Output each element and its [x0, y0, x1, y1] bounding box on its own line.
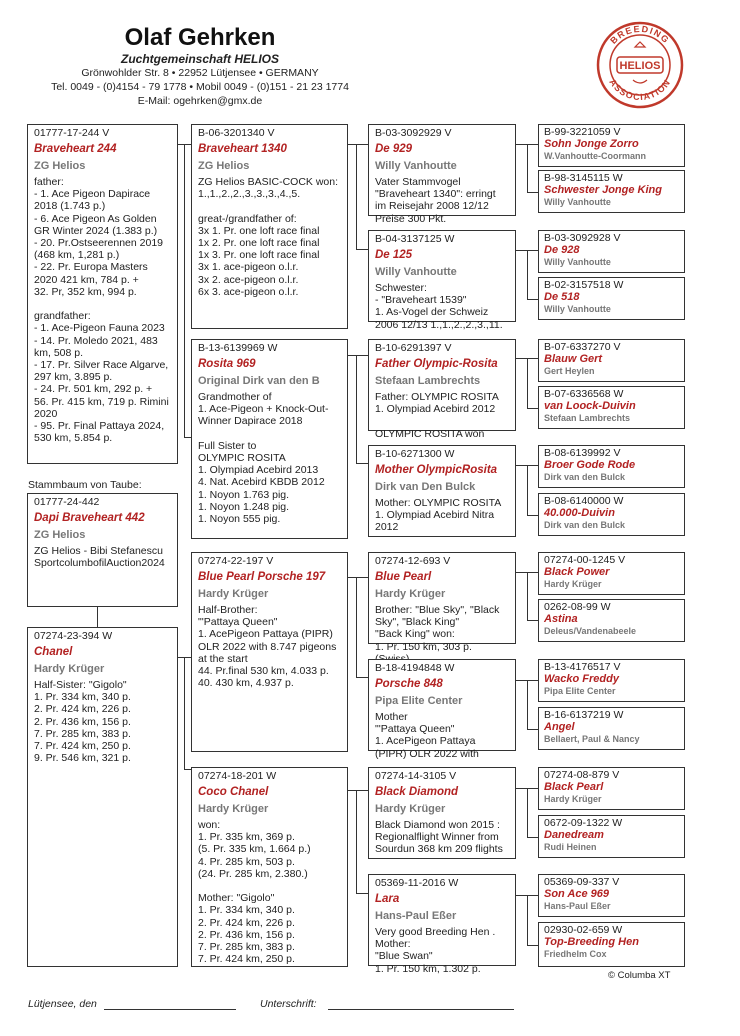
pigeon-name: Son Ace 969	[544, 888, 610, 900]
pigeon-name: Sohn Jonge Zorro	[544, 138, 639, 150]
pedigree-notes: Schwester: - "Braveheart 1539" 1. As-Vogel der Schweiz 2006 12/13 1.,1.,2.,2.,3.,11.	[375, 282, 503, 331]
stammbaum-label: Stammbaum von Taube:	[28, 479, 142, 491]
ring-number: B-98-3145115 W	[544, 172, 623, 184]
pedigree-notes: Half-Sister: "Gigolo" 1. Pr. 334 km, 340 p. 2. Pr. 424 km, 226 p. 2. Pr. 436 km, 156 p. 7. Pr. 285 km, 383 p. 7. Pr. 424 km, 250 p. 9. Pr. 546 km, 321 p.	[34, 679, 131, 765]
pedigree-notes: won: 1. Pr. 335 km, 369 p. (5. Pr. 335 km, 1.664 p.) 4. Pr. 285 km, 503 p. (24. Pr. 285 km, 2.380.) Mother: "Gigolo" 1. Pr. 334 km, 340 p. 2. Pr. 424 km, 226 p. 2. Pr. 436 km, 156 p. 7. Pr. 285 km, 383 p. 7. Pr. 424 km, 250 p.	[198, 819, 311, 966]
breeder: Hardy Krüger	[544, 579, 602, 589]
ring-number: B-03-3092928 V	[544, 232, 621, 244]
ring-number: 07274-08-879 V	[544, 769, 620, 781]
breeder: Hardy Krüger	[375, 588, 446, 600]
pigeon-card-gen4-5	[538, 339, 685, 382]
pigeon-card-father	[27, 124, 178, 464]
pigeon-name: Porsche 848	[375, 678, 443, 690]
pigeon-name: van Loock-Duivin	[544, 400, 636, 412]
pigeon-card-gen4-10	[538, 599, 685, 642]
breeder: Willy Vanhoutte	[544, 304, 611, 314]
pigeon-card-gen4-2	[538, 170, 685, 213]
ring-number: 07274-23-394 W	[34, 630, 113, 642]
pigeon-card-gen2-4	[191, 767, 348, 967]
pigeon-card-gen4-13	[538, 767, 685, 810]
breeder: Hardy Krüger	[198, 803, 269, 815]
pigeon-card-gen3-4	[368, 445, 516, 537]
breeder: Hardy Krüger	[544, 794, 602, 804]
pigeon-card-gen4-3	[538, 230, 685, 273]
pigeon-name: De 125	[375, 249, 413, 261]
ring-number: B-07-6337270 V	[544, 341, 621, 353]
pigeon-card-gen4-12	[538, 707, 685, 750]
ring-number: 0672-09-1322 W	[544, 817, 623, 829]
pigeon-card-gen4-1	[538, 124, 685, 167]
pigeon-card-gen3-8	[368, 874, 516, 975]
ring-number: B-16-6137219 W	[544, 709, 624, 721]
pedigree-notes: father: - 1. Ace Pigeon Dapirace 2018 (1.743 p.) - 6. Ace Pigeon As Golden GR Winter 2024 (1.383 p.) - 20. Pr.Ostseerennen 2019 (468 km, 1,281 p.) - 22. Pr. Europa Masters 2020 421 km, 784 p. + 32. Pr, 352 km, 994 p. grandfather: - 1. Ace-Pigeon Fauna 2023 - 14. Pr. Moledo 2021, 483 km, 508 p. - 17. Pr. Silver Race Algarve, 297 km, 3.895 p. - 24. Pr. 501 km, 292 p. + 56. Pr. 415 km, 719 p. Rimini 2020 - 95. Pr. Final Pattaya 2024, 530 km, 5.854 p.	[34, 176, 169, 445]
breeder: Pipa Elite Center	[375, 695, 463, 707]
stamp-bottom-text: ASSOCIATION	[607, 77, 673, 103]
ring-number: B-99-3221059 V	[544, 126, 621, 138]
ring-number: 0262-08-99 W	[544, 601, 611, 613]
signature-line[interactable]	[328, 1009, 514, 1010]
pigeon-card-subject	[27, 493, 178, 607]
stamp-top-text: BREEDING	[608, 23, 672, 46]
pigeon-name: Father Olympic-Rosita	[375, 358, 498, 370]
ring-number: 07274-14-3105 V	[375, 770, 457, 782]
pigeon-name: Black Diamond	[375, 786, 459, 798]
ring-number: B-04-3137125 W	[375, 233, 455, 245]
pigeon-name: Blauw Gert	[544, 353, 603, 365]
breeder: Stefaan Lambrechts	[375, 375, 481, 387]
pigeon-name: Astina	[544, 613, 578, 625]
pigeon-card-gen4-16	[538, 922, 685, 967]
pedigree-notes: Father: OLYMPIC ROSITA 1. Olympiad Acebird 2012 OLYMPIC ROSITA won	[375, 391, 499, 440]
pigeon-card-gen4-7	[538, 445, 685, 488]
breeder: Gert Heylen	[544, 366, 595, 376]
pigeon-name: Black Pearl	[544, 781, 604, 793]
breeder: ZG Helios	[198, 160, 250, 172]
pigeon-name: Broer Gode Rode	[544, 459, 636, 471]
ring-number: B-13-4176517 V	[544, 661, 621, 673]
pigeon-name: Rosita 969	[198, 358, 256, 370]
breeder: Friedhelm Cox	[544, 949, 607, 959]
ring-number: B-10-6271300 W	[375, 448, 455, 460]
pigeon-card-gen3-7	[368, 767, 516, 859]
pigeon-name: De 518	[544, 291, 580, 303]
breeder: Hans-Paul Eßer	[544, 901, 611, 911]
pedigree-notes: ZG Helios BASIC-COCK won: 1.,1.,2.,2.,3.,3.,3.,4.,5. great-/grandfather of: 3x 1. Pr. one loft race final 1x 2. Pr. one loft race final 1x 3. Pr. one loft race final 3x 1. ace-pigeon o.l.r. 3x 2. ace-pigeon o.l.r. 6x 3. ace-pigeon o.l.r.	[198, 176, 339, 298]
breeder: Willy Vanhoutte	[544, 197, 611, 207]
breeder: Dirk van Den Bulck	[375, 481, 476, 493]
pedigree-notes: Vater Stammvogel "Braveheart 1340": erringt im Reisejahr 2008 12/12 Preise 300 Pkt.	[375, 176, 496, 225]
ring-number: B-07-6336568 W	[544, 388, 624, 400]
breeder: Willy Vanhoutte	[544, 257, 611, 267]
ring-number: B-06-3201340 V	[198, 127, 275, 139]
breeder: Hardy Krüger	[34, 663, 105, 675]
pigeon-card-gen4-6	[538, 386, 685, 429]
pigeon-name: Schwester Jonge King	[544, 184, 662, 196]
pigeon-name: Dapi Braveheart 442	[34, 512, 145, 524]
breeder-email: E-Mail: ogehrken@gmx.de	[137, 95, 263, 107]
pigeon-name: De 929	[375, 143, 413, 155]
pigeon-name: Mother OlympicRosita	[375, 464, 498, 476]
pigeon-card-gen4-9	[538, 552, 685, 595]
ring-number: B-10-6291397 V	[375, 342, 452, 354]
pedigree-notes: Mother: OLYMPIC ROSITA 1. Olympiad Acebird Nitra 2012	[375, 497, 502, 534]
ring-number: 07274-22-197 V	[198, 555, 274, 567]
ring-number: B-08-6140000 W	[544, 495, 624, 507]
pedigree-notes: Very good Breeding Hen . Mother: "Blue Swan" 1. Pr. 150 km, 1.302 p.	[375, 926, 496, 975]
breeder: Hardy Krüger	[198, 588, 269, 600]
pigeon-card-gen4-11	[538, 659, 685, 702]
ring-number: 05369-09-337 V	[544, 876, 620, 888]
place-date-label: Lütjensee, den	[28, 998, 97, 1010]
breeder: Dirk van den Bulck	[544, 472, 626, 482]
breeder: ZG Helios	[34, 160, 86, 172]
breeder: Pipa Elite Center	[544, 686, 616, 696]
pigeon-card-gen2-1	[191, 124, 348, 329]
pigeon-name: Danedream	[544, 829, 604, 841]
breeder-phone: Tel. 0049 - (0)4154 - 79 1778 • Mobil 0049 - (0)151 - 21 23 1774	[51, 81, 349, 93]
pigeon-name: Lara	[375, 893, 400, 905]
ring-number: 02930-02-659 W	[544, 924, 623, 936]
ring-number: B-02-3157518 W	[544, 279, 624, 291]
pedigree-notes: ZG Helios - Bibi Stefanescu SportcolumbofilAuction2024	[34, 545, 165, 570]
breeder-name: Olaf Gehrken	[124, 24, 276, 51]
breeder: Deleus/Vandenabeele	[544, 626, 637, 636]
pigeon-name: Chanel	[34, 646, 73, 658]
breeder: ZG Helios	[34, 529, 86, 541]
pigeon-card-gen2-2	[191, 339, 348, 539]
breeder: Stefaan Lambrechts	[544, 413, 631, 423]
pigeon-card-gen3-3	[368, 339, 516, 440]
pedigree-notes: Grandmother of 1. Ace-Pigeon + Knock-Out-Winner Dapirace 2018 Full Sister to OLYMPIC ROSITA 1. Olympiad Acebird 2013 4. Nat. Acebird KBDB 2012 1. Noyon 1.763 pig. 1. Noyon 1.248 pig. 1. Noyon 555 pig.	[198, 391, 329, 526]
pigeon-card-gen2-3	[191, 552, 348, 752]
pigeon-card-gen3-1	[368, 124, 516, 225]
pigeon-name: Black Power	[544, 566, 610, 578]
helios-stamp-logo	[595, 20, 685, 110]
ring-number: B-03-3092929 V	[375, 127, 452, 139]
breeder: Willy Vanhoutte	[375, 266, 457, 278]
breeder: Hardy Krüger	[375, 803, 446, 815]
ring-number: 07274-18-201 W	[198, 770, 277, 782]
pigeon-card-gen3-2	[368, 230, 516, 331]
pigeon-card-gen4-8	[538, 493, 685, 536]
signature-label: Unterschrift:	[260, 998, 317, 1010]
breeder: Dirk van den Bulck	[544, 520, 626, 530]
ring-number: B-18-4194848 W	[375, 662, 455, 674]
breeder: Bellaert, Paul & Nancy	[544, 734, 640, 744]
pedigree-notes: Mother "'Pattaya Queen" 1. AcePigeon Pattaya (PIPR) OLR 2022 with	[375, 711, 479, 760]
pedigree-notes: Half-Brother: "'Pattaya Queen" 1. AcePigeon Pattaya (PIPR) OLR 2022 with 8.747 pigeons at the start 44. Pr.final 530 km, 4.033 p. 40. 430 km, 4.937 p.	[198, 604, 337, 690]
stamp-center-text: HELIOS	[619, 60, 661, 72]
ring-number: B-13-6139969 W	[198, 342, 278, 354]
breeder: W.Vanhoutte-Coormann	[544, 151, 646, 161]
pigeon-name: Angel	[544, 721, 575, 733]
copyright: © Columba XT	[608, 970, 671, 981]
pigeon-name: Braveheart 1340	[198, 143, 287, 155]
ring-number: 07274-00-1245 V	[544, 554, 626, 566]
pigeon-name: Top-Breeding Hen	[544, 936, 639, 948]
breeder: Original Dirk van den B	[198, 375, 320, 387]
pigeon-name: Blue Pearl	[375, 571, 432, 583]
breeder-address: Grönwohlder Str. 8 • 22952 Lütjensee • GERMANY	[81, 67, 319, 79]
pedigree-notes: Brother: "Blue Sky", "Black Sky", "Black King" "Back King" won: 1. Pr. 150 km, 303 p.	[375, 604, 500, 653]
breeder-subtitle: Zuchtgemeinschaft HELIOS	[120, 52, 280, 66]
place-date-line[interactable]	[104, 1009, 236, 1010]
pigeon-name: Coco Chanel	[198, 786, 269, 798]
ring-number: 01777-24-442	[34, 496, 100, 508]
pigeon-name: 40.000-Duivin	[544, 507, 615, 519]
pigeon-name: Braveheart 244	[34, 143, 117, 155]
ring-number: 01777-17-244 V	[34, 127, 110, 139]
breeder: Willy Vanhoutte	[375, 160, 457, 172]
pedigree-notes: Black Diamond won 2015 : Regionalflight Winner from Sourdun 368 km 209 flights	[375, 819, 503, 856]
breeder: Rudi Heinen	[544, 842, 597, 852]
pigeon-card-gen4-15	[538, 874, 685, 917]
pigeon-card-gen3-5	[368, 552, 516, 653]
pigeon-name: De 928	[544, 244, 580, 256]
pigeon-name: Blue Pearl Porsche 197	[198, 571, 326, 583]
pigeon-card-gen4-4	[538, 277, 685, 320]
pigeon-card-gen3-6	[368, 659, 516, 760]
pigeon-name: Wacko Freddy	[544, 673, 619, 685]
ring-number: 05369-11-2016 W	[375, 877, 459, 889]
pigeon-card-mother	[27, 627, 178, 967]
svg-text:ASSOCIATION	[607, 77, 672, 102]
ring-number: B-08-6139992 V	[544, 447, 621, 459]
ring-number: 07274-12-693 V	[375, 555, 451, 567]
breeder: Hans-Paul Eßer	[375, 910, 457, 922]
pigeon-card-gen4-14	[538, 815, 685, 858]
